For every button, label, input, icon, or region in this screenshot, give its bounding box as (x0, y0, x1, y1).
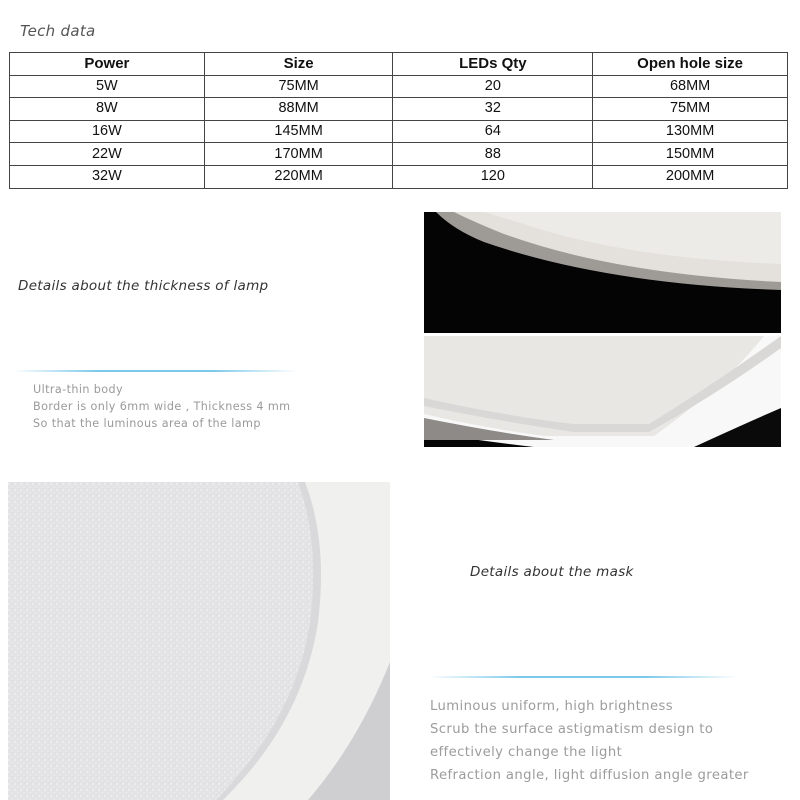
cell-power: 32W (10, 165, 205, 188)
lamp-border-image (424, 336, 781, 447)
column-header-leds-qty: LEDs Qty (393, 53, 593, 76)
table-row (10, 98, 788, 121)
thickness-line: Ultra-thin body (33, 383, 124, 396)
cell-size: 88MM (204, 98, 393, 121)
column-header-size: Size (204, 53, 393, 76)
column-header-power: Power (10, 53, 205, 76)
cell-leds-qty: 120 (393, 165, 593, 188)
cell-power: 22W (10, 143, 205, 166)
cell-power: 16W (10, 120, 205, 143)
thickness-section-title: Details about the thickness of lamp (18, 278, 269, 294)
cell-power: 8W (10, 98, 205, 121)
cell-size: 170MM (204, 143, 393, 166)
spec-table (9, 52, 788, 189)
thickness-line: So that the luminous area of the lamp (33, 417, 261, 430)
table-row (10, 120, 788, 143)
lamp-edge-photo-round (424, 212, 781, 333)
mask-line: Luminous uniform, high brightness (430, 699, 674, 714)
cell-open-hole-size: 130MM (593, 120, 788, 143)
table-header-row (10, 53, 788, 76)
table-row (10, 165, 788, 188)
lamp-edge-photo-border (424, 336, 781, 447)
cell-power: 5W (10, 75, 205, 98)
table-row (10, 143, 788, 166)
accent-divider (12, 370, 297, 372)
thickness-line: Border is only 6mm wide , Thickness 4 mm (33, 400, 291, 413)
mask-line: Refraction angle, light diffusion angle greater (430, 768, 749, 783)
cell-size: 145MM (204, 120, 393, 143)
mask-section-title: Details about the mask (470, 564, 634, 580)
thickness-description (33, 381, 290, 432)
mask-closeup-image (8, 482, 390, 800)
cell-size: 75MM (204, 75, 393, 98)
cell-size: 220MM (204, 165, 393, 188)
cell-open-hole-size: 200MM (593, 165, 788, 188)
table-row (10, 75, 788, 98)
mask-line: effectively change the light (430, 745, 623, 760)
mask-description (430, 695, 749, 787)
cell-leds-qty: 64 (393, 120, 593, 143)
cell-open-hole-size: 75MM (593, 98, 788, 121)
cell-leds-qty: 20 (393, 75, 593, 98)
column-header-open-hole-size: Open hole size (593, 53, 788, 76)
tech-data-title: Tech data (20, 22, 96, 40)
cell-leds-qty: 32 (393, 98, 593, 121)
cell-open-hole-size: 68MM (593, 75, 788, 98)
cell-leds-qty: 88 (393, 143, 593, 166)
mask-closeup-photo (8, 482, 390, 800)
lamp-edge-image (424, 212, 781, 333)
accent-divider (428, 676, 738, 678)
cell-open-hole-size: 150MM (593, 143, 788, 166)
mask-line: Scrub the surface astigmatism design to (430, 722, 714, 737)
